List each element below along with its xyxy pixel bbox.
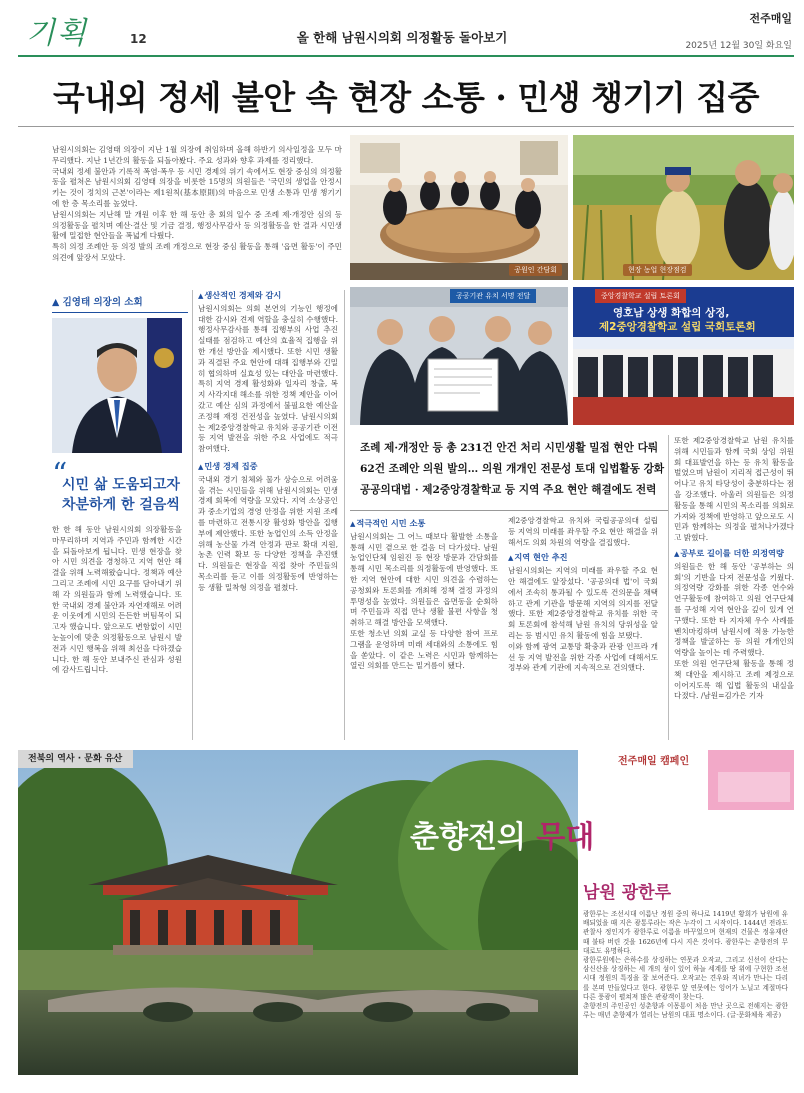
subheading: ▲ 지역 현안 추진 xyxy=(508,552,658,564)
photo-caption: 공원인 간담회 xyxy=(509,264,562,276)
forum-photo xyxy=(573,287,794,425)
headline-rule xyxy=(18,126,794,127)
heritage-series-label: 전북의 역사 · 문화 유산 xyxy=(18,750,133,768)
story-column-c xyxy=(674,436,794,741)
photo-caption: 공공기관 유치 서명 전달 xyxy=(450,289,536,303)
paragraph: 광한루는 조선시대 이름난 정원 중의 하나로 1419년 황희가 남원에 유배되었을 때 지은 광통루라는 작은 누각이 그 시작이다. 1444년 전라도 관찰사 정인지가 광한루로 이름을 바꾸었으며 현재의 건물은 정유재란 때 불타 버린 것을 1626년에 다시 지은 것이다. 광한루는 춘향전의 무대로도 유명하다. xyxy=(583,910,788,955)
quote-mark-icon: “ xyxy=(52,457,68,492)
header-rule xyxy=(18,55,794,57)
farm-photo xyxy=(573,135,794,280)
chairman-portrait xyxy=(52,318,182,453)
paragraph: 또한 제2중앙경찰학교 남원 유치를 위해 시민들과 함께 국회 상임 위원회 대표발언을 하는 등 유치 활동을 벌였으며 남원이 지리적 접근성이 뛰어나고 유치 타당성이 충분하다는 점을 강조했다. 아울러 의원들은 의정 활동을 통해 시민의 목소리를 의회로 가져와 정책에 반영하고 앞으로도 시민과 함께하는 의정을 펼쳐나가겠다고 밝혔다. xyxy=(674,436,794,543)
paragraph: 또한 청소년 의회 교실 등 다양한 참여 프로그램을 운영하며 미래 세대와의 소통에도 힘을 쏟았다. 이 같은 노력은 시민과 함께하는 열린 의회를 만드는 밑거름이 됐다. xyxy=(350,628,498,671)
story-headline: 공공의대법 · 제2중앙경찰학교 등 지역 주요 현안 해결에도 전력 xyxy=(360,484,657,496)
story-headline: 62건 조례안 의원 발의… 의원 개개인 전문성 토대 입법활동 강화 xyxy=(360,463,665,475)
paragraph: 광한루원에는 은하수를 상징하는 연못과 오작교, 그리고 신선이 산다는 삼신산을 상징하는 세 개의 섬이 있어 하늘 세계를 땅 위에 구현한 조선시대 정원의 특징을 잘 보여준다. 오작교는 견우와 직녀가 만나는 다리를 본떠 만들었다고 한다. 광한루 앞 연못에는 잉어가 노닐고 계절마다 다른 풍광이 펼쳐져 많은 관광객이 찾는다. xyxy=(583,956,788,1001)
paragraph: 제2중앙경찰학교 유치와 국립공공의대 설립 등 지역의 미래를 좌우할 주요 현안 해결을 위해서도 의회 차원의 역량을 결집했다. xyxy=(508,516,658,547)
headline-divider xyxy=(350,510,668,511)
heritage-campaign xyxy=(18,750,794,1075)
feature-subtitle: 남원 광한루 xyxy=(583,883,672,903)
section-logo: 기획 xyxy=(26,16,88,51)
feature-title-part: 춘향전의 xyxy=(410,820,526,855)
subheading: ▲ 공부로 길이를 더한 의정역량 xyxy=(674,548,794,560)
banner-subtitle: 제2중앙경찰학교 설립 국회토론회 xyxy=(599,321,756,333)
column-divider xyxy=(192,290,193,740)
lead-text xyxy=(52,145,342,275)
story-column-b xyxy=(508,516,658,741)
lead-paragraph: 남원시의회는 지난해 말 개원 이후 한 해 동안 총 회의 일수 중 조례 제·개정안 심의 등 의정활동을 펼치며 예산·결산 및 기금 결정, 행정사무감사 등 의정활동을 한 결과 시민생활에 밀접한 현안들을 폭넓게 다뤘다. xyxy=(52,209,342,241)
photo-caption: 중앙경찰학교 설립 토론회 xyxy=(595,289,686,303)
newspaper-name: 전주매일 xyxy=(749,12,792,25)
paragraph: 춘향전의 주인공인 성춘향과 이몽룡이 처음 만난 곳으로 전해지는 광한루는 매년 춘향제가 열리는 남원의 대표 명소이다. (글·문화체육 제공) xyxy=(583,1002,788,1020)
meeting-photo xyxy=(350,135,568,280)
lead-paragraph: 특히 의정 조례안 등 의정 발의 조례 개정으로 현장 중심 활동을 통해 '읍면 활동'이 주민 의견에 앞장서 모았다. xyxy=(52,242,342,262)
paragraph: 의원들은 한 해 동안 '공부하는 의회'의 기반을 다져 전문성을 키웠다. 의정역량 강화를 위한 각종 연수와 연구활동에 참여하고 의원 연구단체를 구성해 지역 현안을 깊이 있게 연구했다. 또한 타 지자체 우수 사례를 벤치마킹하며 남원시에 적용 가능한 정책을 발굴하는 등 의원 개개인의 역량을 높이는 데 주력했다. xyxy=(674,561,794,658)
feature-title xyxy=(410,812,594,856)
column-divider xyxy=(344,290,345,740)
story-headlines xyxy=(360,438,665,501)
subheading: ▲ 생산적인 경제와 감시 xyxy=(198,290,338,302)
profile-quote: 시민 삶 도움되고자 차분하게 한 걸음씩 xyxy=(62,477,180,513)
paragraph: 이와 함께 광역 교통망 확충과 관광 인프라 개선 등 지역 발전을 위한 각종 사업에 대해서도 정부와 관계 기관에 지속적으로 건의했다. xyxy=(508,641,658,673)
handover-photo xyxy=(350,287,568,425)
page-number: 12 xyxy=(130,32,147,46)
story-headline: 조례 제·개정안 등 총 231건 안건 처리 시민생활 밀접 현안 다뤄 xyxy=(360,442,659,454)
subheading: ▲ 민생 경제 집중 xyxy=(198,461,338,473)
paragraph: 국내외 경기 침체와 물가 상승으로 어려움을 겪는 시민들을 위해 남원시의회는 민생 경제 회복에 역량을 모았다. 지역 소상공인과 중소기업의 경영 안정을 위한 지원 조례를 마련하고 전통시장 활성화 방안을 집행부에 제안했다. 또한 농업인의 소득 안정을 위해 농산물 가격 안정과 판로 확대 지원, 농촌 인력 확보 등 다양한 정책을 추진했다. 의원들은 현장을 직접 찾아 주민들의 목소리를 듣고 이를 의정활동에 반영하는 등 생활 밀착형 의정을 펼쳤다. xyxy=(198,474,338,592)
banner-title: 영호남 상생 화합의 상징, xyxy=(613,307,730,319)
feature-body xyxy=(583,910,788,1072)
paragraph: 남원시의회는 의회 본연의 기능인 행정에 대한 감시와 견제 역할을 충실히 수행했다. 행정사무감사를 통해 집행부의 사업 추진 실태를 점검하고 예산의 효율적 집행을 위한 개선 방안을 제시했다. 또한 시민 생활과 직결된 주요 현안에 대해 집행부와 긴밀히 협의하며 실효성 있는 대안을 마련했다. 특히 지역 경제 활성화와 일자리 창출, 복지 사각지대 해소를 위한 정책 제안을 이어갔고 예산 심의 과정에서 불필요한 예산을 조정해 재정 건전성을 높였다. 남원시의회는 제2중앙경찰학교 유치와 공공기관 이전 등 지역 발전을 위한 주요 사업에도 적극 참여했다. xyxy=(198,303,338,454)
profile-title: ▲ 김영태 의장의 소회 xyxy=(52,297,143,308)
subheading: ▲ 적극적인 시민 소통 xyxy=(350,518,498,530)
lead-paragraph: 남원시의회는 김영태 의장이 지난 1월 의장에 취임하며 올해 하반기 의사일정을 모두 마무리했다. 지난 1년간의 활동을 되돌아봤다. 주요 성과와 향후 과제를 정리했다. xyxy=(52,145,342,165)
main-headline: 국내외 정세 불안 속 현장 소통 · 민생 챙기기 집중 xyxy=(52,78,760,117)
issue-date: 2025년 12월 30일 화요일 xyxy=(685,41,792,51)
profile-rule xyxy=(52,312,188,313)
series-title: 올 한해 남원시의회 의정활동 돌아보기 xyxy=(296,30,508,45)
lead-paragraph: 국내외 정세 불안과 기록적 폭염·폭우 등 시민 경제의 위기 속에서도 현장 중심의 의정활동을 펼쳐온 남원시의회 김영태 의장을 비롯한 15명의 의원들은 '국민의 생업을 안정시키는 것이 정치의 근본'이라는 제1원칙(基本原則)의 마음으로 민생 소통과 민생 챙기기에 한 층 목소리를 높였다. xyxy=(52,166,342,208)
story-column-a xyxy=(350,516,498,741)
photo-caption: 현장 농업 현장점검 xyxy=(623,264,692,276)
feature-title-highlight: 무대 xyxy=(536,820,595,855)
campaign-label: 전주매일 캠페인 xyxy=(618,756,690,767)
column-two xyxy=(198,288,338,748)
paragraph: 남원시의회는 그 어느 때보다 활발한 소통을 통해 시민 곁으로 한 걸음 더 다가섰다. 남원 농업인단체 임원진 등 현장 방문과 간담회를 통해 시민 목소리를 의정활동에 반영했다. 또한 지역 현안에 대한 시민 의견을 수렴하는 공청회와 토론회를 개최해 정책 결정 과정의 투명성을 높였다. 의원들은 읍면동을 순회하며 주민들과 직접 만나 생활 불편 사항을 청취하고 해결 방안을 모색했다. xyxy=(350,531,498,628)
paragraph: 남원시의회는 지역의 미래를 좌우할 주요 현안 해결에도 앞장섰다. '공공의대 법'이 국회에서 조속히 통과될 수 있도록 건의문을 채택하고 관계 기관을 방문해 지역의 의지를 전달했다. 또한 제2중앙경찰학교 유치를 위한 국회 토론회에 참석해 남원 유치의 당위성을 알리는 등 범시민 유치 활동에 힘을 보탰다. xyxy=(508,566,658,640)
profile-title-text: 김영태 의장의 소회 xyxy=(62,297,143,308)
paragraph: 또한 의원 연구단체 활동을 통해 정책 대안을 제시하고 조례 제정으로 이어지도록 해 입법 활동의 내실을 다졌다. /남원=김가은 기자 xyxy=(674,658,794,701)
profile-body: 한 한 해 동안 남원시의회 의장활동을 마무리하며 지역과 주민과 함께한 시간을 되돌아보게 됩니다. 민생 현장을 찾아 시민 의견을 경청하고 지역 현안 해결을 위해 노력해왔습니다. 정책과 예산 그리고 조례에 시민 요구를 담아내기 위해 각 의원들과 함께 노력했습니다. 또한 국내외 경제 불안과 자연재해로 어려운 이웃에게 시민의 든든한 버팀목이 되고자 했습니다. 앞으로도 변함없이 시민 눈높이에 맞춘 의정활동으로 남원시 발전과 시민 행복을 위해 최선을 다하겠습니다. 한 해 동안 보내주신 관심과 성원에 감사드립니다. xyxy=(52,525,182,675)
column-divider xyxy=(668,435,669,740)
